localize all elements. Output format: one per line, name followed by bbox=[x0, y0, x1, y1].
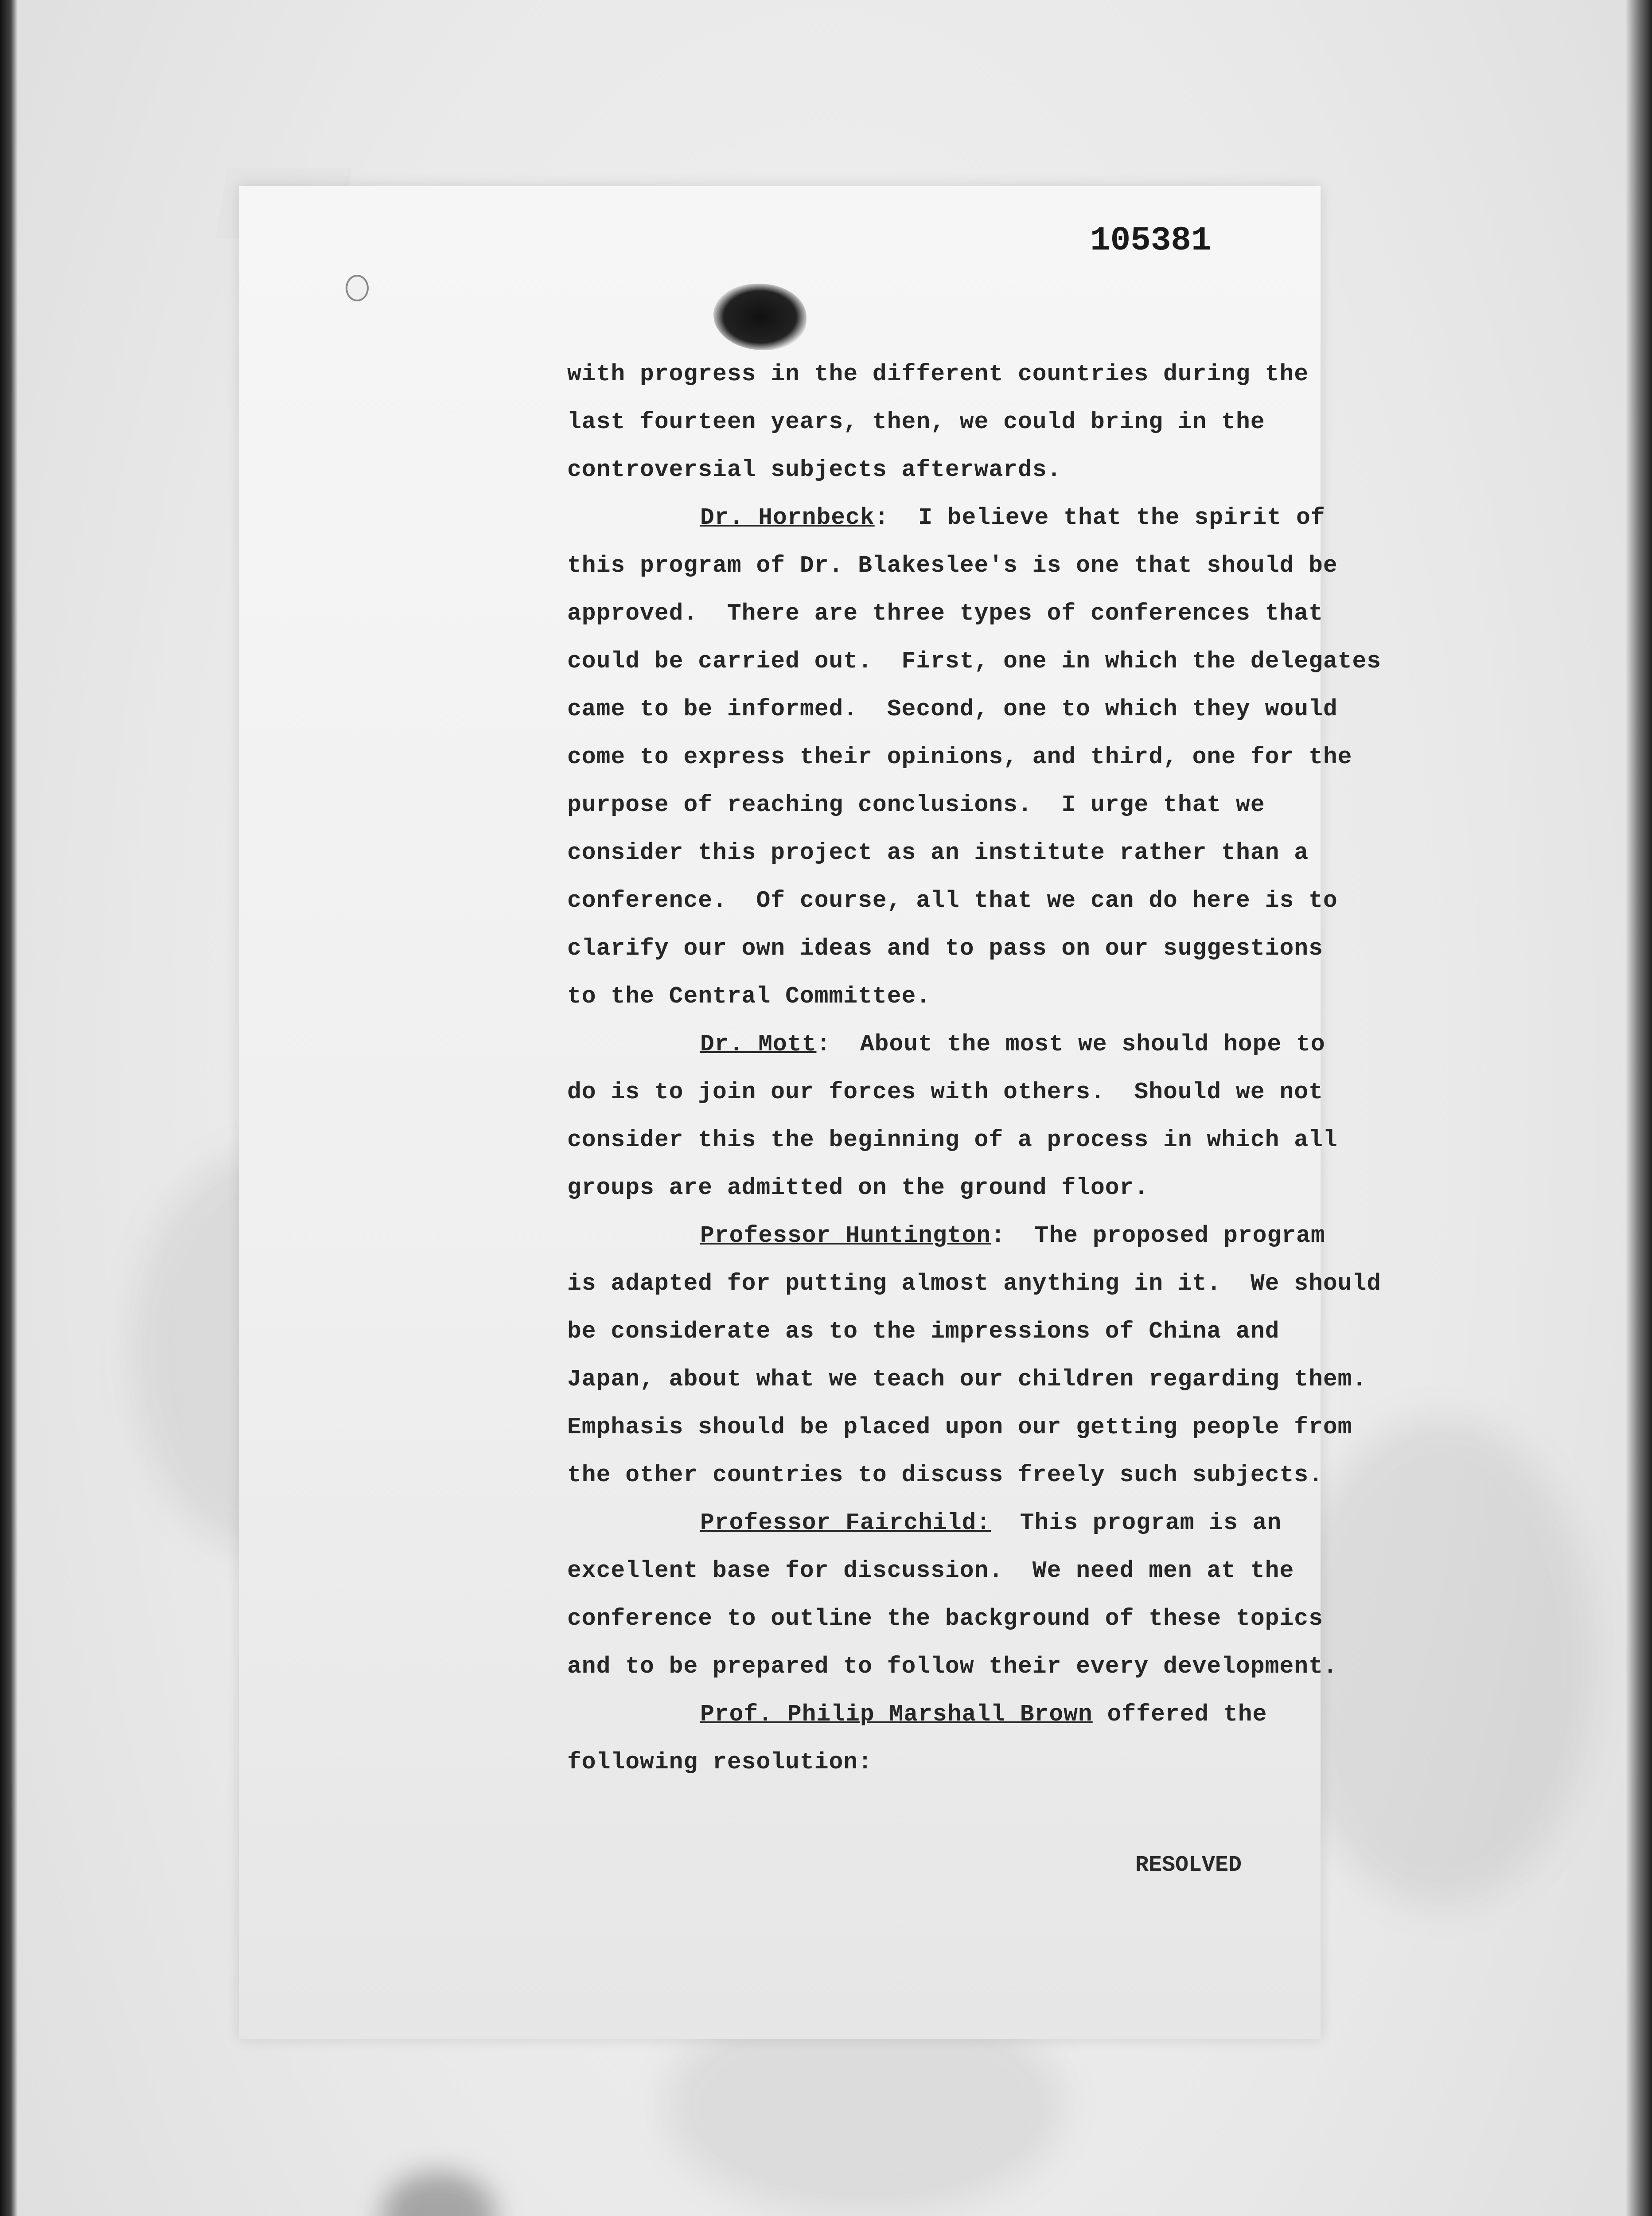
text-line: approved. There are three types of conferences that bbox=[567, 600, 1323, 627]
speaker-remark: : The proposed program bbox=[991, 1222, 1325, 1249]
speaker-remark: This program is an bbox=[991, 1510, 1282, 1536]
text-line: groups are admitted on the ground floor. bbox=[567, 1174, 1149, 1201]
text-line: purpose of reaching conclusions. I urge that we bbox=[567, 792, 1265, 818]
speaker-remark: offered the bbox=[1092, 1701, 1267, 1728]
text-line: clarify our own ideas and to pass on our suggestions bbox=[567, 935, 1323, 962]
text-line: conference. Of course, all that we can do here is to bbox=[567, 887, 1338, 914]
text-line bbox=[567, 1690, 1321, 1738]
film-edge-right bbox=[1625, 0, 1652, 2216]
text-line bbox=[567, 1499, 1321, 1547]
speaker-name: Dr. Hornbeck bbox=[700, 504, 875, 531]
speaker-name: Dr. Mott bbox=[700, 1031, 817, 1057]
text-line: is adapted for putting almost anything in it. We should bbox=[567, 1270, 1382, 1297]
text-line: conference to outline the background of these topics bbox=[567, 1605, 1323, 1632]
text-line: could be carried out. First, one in which the delegates bbox=[567, 648, 1382, 675]
speaker-remark: : I believe that the spirit of bbox=[874, 504, 1325, 531]
document-number: 105381 bbox=[1090, 222, 1212, 260]
text-line: last fourteen years, then, we could bring in the bbox=[567, 409, 1265, 435]
film-edge-left bbox=[0, 0, 18, 2216]
speaker-name: Professor Fairchild: bbox=[700, 1510, 991, 1536]
text-line: controversial subjects afterwards. bbox=[567, 456, 1062, 483]
typed-body-text bbox=[567, 350, 1382, 1786]
text-line: consider this project as an institute rather than a bbox=[567, 839, 1309, 866]
text-line: came to be informed. Second, one to which they would bbox=[567, 696, 1338, 722]
text-line: consider this the beginning of a process in which all bbox=[567, 1127, 1338, 1153]
text-line: Emphasis should be placed upon our getting people from bbox=[567, 1414, 1352, 1440]
speaker-remark: : About the most we should hope to bbox=[816, 1031, 1325, 1057]
text-line: Japan, about what we teach our children regarding them. bbox=[567, 1366, 1367, 1393]
tape-shadow bbox=[381, 2172, 496, 2216]
text-line: with progress in the different countries during the bbox=[567, 361, 1309, 387]
speaker-name: Prof. Philip Marshall Brown bbox=[700, 1701, 1093, 1728]
text-line bbox=[567, 494, 1325, 542]
text-line bbox=[567, 1020, 1325, 1068]
text-line: come to express their opinions, and third, one for the bbox=[567, 744, 1352, 770]
text-line: and to be prepared to follow their every development. bbox=[567, 1653, 1338, 1680]
text-line: be considerate as to the impressions of China and bbox=[567, 1318, 1280, 1345]
text-line: to the Central Committee. bbox=[567, 983, 931, 1010]
text-line: excellent base for discussion. We need men at the bbox=[567, 1557, 1294, 1584]
text-line: following resolution: bbox=[567, 1749, 873, 1775]
text-line: this program of Dr. Blakeslee's is one that should be bbox=[567, 552, 1338, 579]
punch-hole bbox=[346, 275, 369, 301]
text-line: the other countries to discuss freely such subjects. bbox=[567, 1462, 1323, 1488]
speaker-name: Professor Huntington bbox=[700, 1222, 991, 1249]
text-line: do is to join our forces with others. Should we not bbox=[567, 1079, 1323, 1105]
catchword: RESOLVED bbox=[1135, 1853, 1242, 1878]
text-line bbox=[567, 1212, 1325, 1260]
